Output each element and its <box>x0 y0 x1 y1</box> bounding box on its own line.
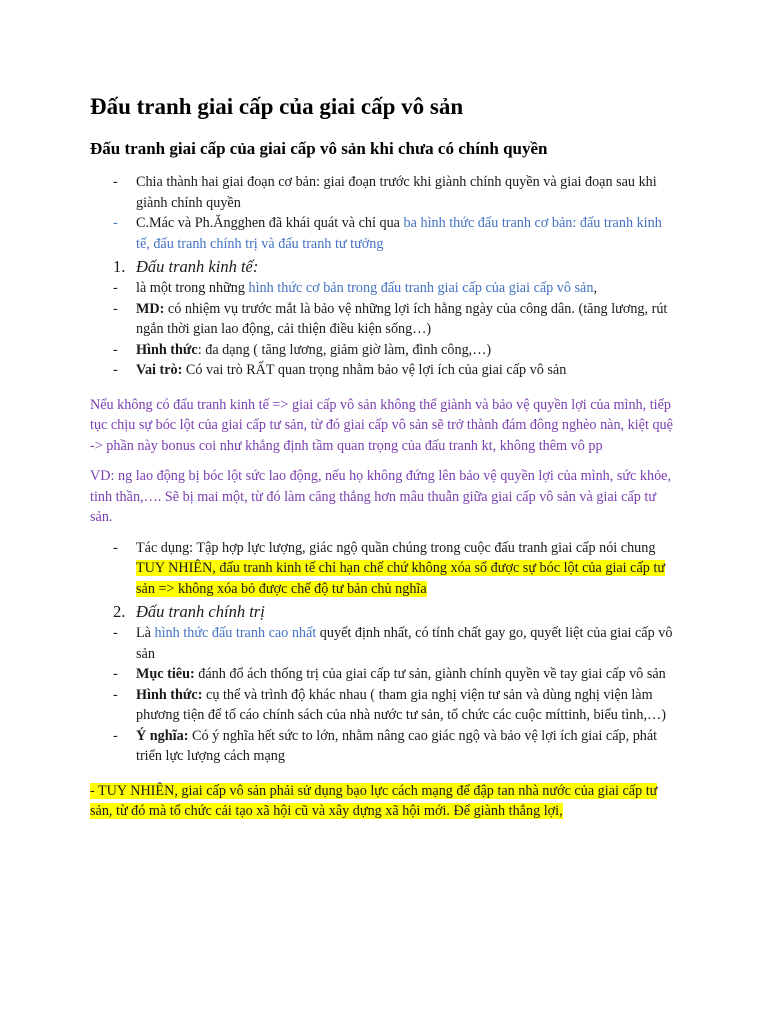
bullet-dash: - <box>113 300 118 317</box>
s2-item1-blue: hình thức đấu tranh cao nhất <box>154 625 317 641</box>
s1-md-text: có nhiệm vụ trước mắt là bảo vệ những lợi ích hằng ngày của công dân. (tăng lương, rút ngắn thời gian lao động, cải thiện điều kiện sống…) <box>136 300 668 337</box>
s1-item1-suffix: , <box>593 280 597 296</box>
bullet-dash: - <box>113 686 118 703</box>
intro-item-2-prefix: C.Mác và Ph.Ăngghen đã khái quát và chỉ qua <box>136 215 404 231</box>
section-2-title: Đấu tranh chính trị <box>136 602 265 621</box>
s2-ynghia-label: Ý nghĩa: <box>136 727 189 744</box>
list-item <box>90 278 678 299</box>
s1-hinhthuc-text: : đa dạng ( tăng lương, giảm giờ làm, đình công,…) <box>197 341 492 358</box>
section-2-list <box>90 623 678 767</box>
list-item <box>90 299 678 340</box>
s2-hinhthuc-label: Hình thức: <box>136 686 203 703</box>
section-1-title: Đấu tranh kinh tế: <box>136 257 259 276</box>
list-item <box>90 340 678 361</box>
section-1-heading <box>90 256 678 278</box>
bullet-dash: - <box>113 362 118 378</box>
s2-muctieu-label: Mục tiêu: <box>136 666 195 682</box>
list-item <box>90 172 678 213</box>
s2-highlight-text: - TUY NHIÊN, giai cấp vô sản phải sử dụng bạo lực cách mạng để đập tan nhà nước của giai cấp tư sản, từ đó mà tổ chức cải tạo xã hội cũ và xây dựng xã hội mới. Để giành thắng lợi, <box>90 782 658 819</box>
s1-tacdung: Tác dụng: Tập hợp lực lượng, giác ngộ quần chúng trong cuộc đấu tranh giai cấp nói chung <box>136 539 656 556</box>
s1-item1-blue: hình thức cơ bản trong đấu tranh giai cấp của giai cấp vô sản <box>248 280 594 296</box>
s1-note-1: Nếu không có đấu tranh kinh tế => giai cấp vô sản không thể giành và bảo vệ quyền lợi của mình, tiếp tục chịu sự bóc lột của giai cấp tư sản, từ đó giai cấp vô sản sẽ trở thành đám đông nghèo nàn, kiệt quệ -> phần này bonus coi như khẳng định tầm quan trọng của đấu tranh kt, không thêm vô pp <box>90 396 673 454</box>
section-2-heading <box>90 601 678 623</box>
bullet-dash: - <box>113 666 118 682</box>
section-1-number: 1. <box>113 257 126 276</box>
section-2-number: 2. <box>113 602 126 621</box>
s1-vaitro-label: Vai trò: <box>136 362 183 378</box>
list-item <box>90 726 678 767</box>
intro-item-1: Chia thành hai giai đoạn cơ bản: giai đoạn trước khi giành chính quyền và giai đoạn sau khi giành chính quyền <box>136 174 657 211</box>
s2-item1-suffix: quyết định nhất, có tính chất gay go, quyết liệt của giai cấp vô sản <box>136 625 673 662</box>
s2-muctieu-text: đánh đổ ách thống trị của giai cấp tư sản, giành chính quyền về tay giai cấp vô sản <box>194 666 666 682</box>
bullet-dash: - <box>113 539 118 556</box>
s1-tacdung-highlight: TUY NHIÊN, đấu tranh kinh tế chỉ hạn chế chứ không xóa sổ được sự bóc lột của giai cấp tư sản => không xóa bỏ được chế độ tư bản chủ nghĩa <box>136 560 666 597</box>
list-item <box>90 213 678 254</box>
s1-md-label: MD: <box>136 300 165 317</box>
document-subtitle: Đấu tranh giai cấp của giai cấp vô sản khi chưa có chính quyền <box>90 139 548 158</box>
s2-item1-prefix: Là <box>136 625 155 641</box>
intro-list <box>90 172 678 254</box>
bullet-dash: - <box>113 280 118 296</box>
s1-item1-prefix: là một trong những <box>136 280 249 296</box>
list-item <box>90 685 678 726</box>
s1-note-2: VD: ng lao động bị bóc lột sức lao động, nếu họ không đứng lên bảo vệ quyền lợi của mình, sức khỏe, tinh thần,…. Sẽ bị mai một, từ đó làm căng thẳng hơn mâu thuẫn giữa giai cấp vô sản và giai cấp tư sản. <box>90 468 672 525</box>
bullet-dash: - <box>113 625 118 641</box>
bullet-dash: - <box>113 174 118 190</box>
list-item <box>90 538 678 600</box>
section-1-list <box>90 278 678 381</box>
document-title: Đấu tranh giai cấp của giai cấp vô sản <box>90 94 464 119</box>
s1-hinhthuc-label: Hình thức <box>136 341 198 358</box>
bullet-dash: - <box>113 341 118 358</box>
list-item <box>90 664 678 685</box>
s2-ynghia-text: Có ý nghĩa hết sức to lớn, nhằm nâng cao giác ngộ và bảo vệ lợi ích giai cấp, phát triển lực lượng cách mạng <box>136 727 658 764</box>
s1-vaitro-text: Có vai trò RẤT quan trọng nhằm bảo vệ lợi ích của giai cấp vô sản <box>182 362 567 378</box>
intro-item-2-blue: ba hình thức đấu tranh cơ bản: đấu tranh kinh tế, đấu tranh chính trị và đấu tranh tư tưởng <box>136 215 662 252</box>
s2-highlight-paragraph <box>90 781 678 822</box>
bullet-dash: - <box>113 215 118 231</box>
list-item <box>90 623 678 664</box>
bullet-dash: - <box>113 727 118 744</box>
list-item <box>90 360 678 381</box>
section-1-effect-list <box>90 538 678 600</box>
s2-hinhthuc-text: cụ thể và trình độ khác nhau ( tham gia nghị viện tư sản và dùng nghị viện làm phương tiện để tố cáo chính sách của nhà nước tư sản, tổ chức các cuộc míttinh, biểu tình,…) <box>136 686 666 723</box>
